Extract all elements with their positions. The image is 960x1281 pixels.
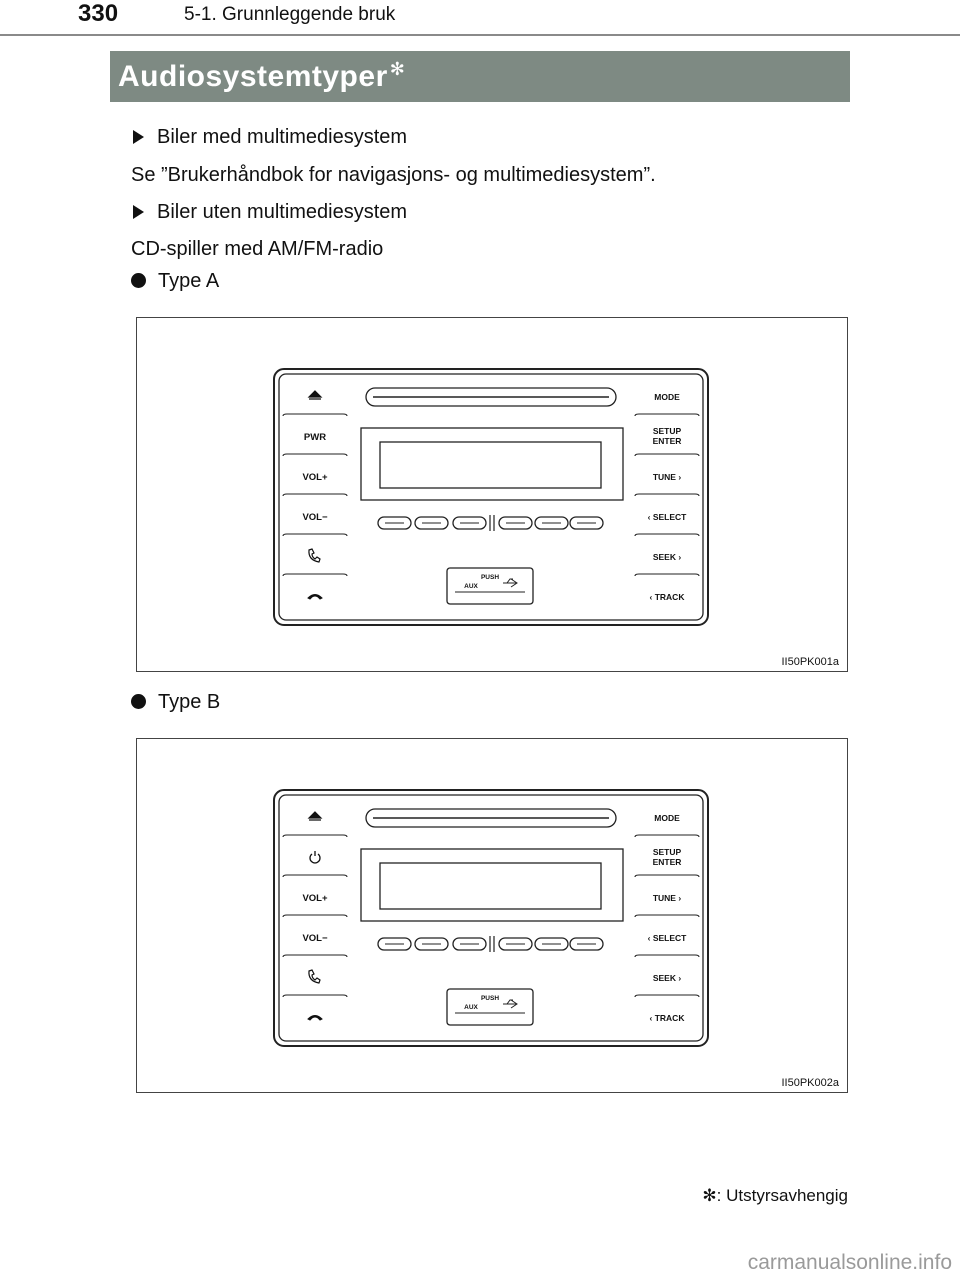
triangle-bullet-icon	[133, 130, 144, 144]
triangle-bullet-icon	[133, 205, 144, 219]
left-button-separator	[283, 414, 347, 416]
right-button-separator	[635, 414, 699, 416]
unit-frame-inner	[279, 374, 703, 620]
left-button-separator	[283, 835, 347, 837]
left-button-label: PWR	[303, 432, 327, 443]
type-b-label-row	[131, 691, 220, 714]
left-button-separator	[283, 494, 347, 496]
right-button-label: MODE	[654, 392, 680, 402]
right-button-label: SETUP	[652, 426, 682, 436]
left-button-label: VOL+	[302, 472, 328, 483]
right-button-label: SETUP	[652, 847, 682, 857]
item2-heading-row	[133, 201, 407, 224]
title-marker: ✻	[389, 59, 405, 79]
left-button-separator	[283, 955, 347, 957]
left-button-label: VOL+	[302, 893, 328, 904]
section-title: 5-1. Grunnleggende bruk	[184, 4, 396, 25]
footnote	[702, 1186, 848, 1206]
left-button-separator	[283, 915, 347, 917]
page-title: Audiosystemtyper	[118, 59, 388, 93]
usb-icon	[503, 579, 517, 587]
left-button-label: VOL−	[302, 933, 328, 944]
aux-push-label: PUSH	[480, 995, 500, 1002]
left-button-separator	[283, 875, 347, 877]
phone-icon	[309, 549, 320, 562]
left-button-separator	[283, 534, 347, 536]
right-button-label: MODE	[654, 813, 680, 823]
right-button-label: SEEK ›	[652, 552, 682, 562]
footnote-marker: ✻	[702, 1186, 717, 1205]
aux-label: AUX	[464, 1004, 478, 1011]
left-button-label: VOL−	[302, 512, 328, 523]
eject-icon	[309, 391, 321, 399]
right-button-label: ‹ TRACK	[649, 592, 685, 602]
phone-icon	[309, 970, 320, 983]
right-button-separator	[635, 875, 699, 877]
header-rule	[0, 34, 960, 36]
footnote-text: : Utstyrsavhengig	[716, 1186, 848, 1205]
right-button-separator	[635, 915, 699, 917]
figure-type-b	[136, 738, 848, 1093]
right-button-separator	[635, 995, 699, 997]
figure-code: II50PK002a	[781, 1077, 839, 1089]
right-button-label: SEEK ›	[652, 973, 682, 983]
left-button-separator	[283, 574, 347, 576]
figure-code: II50PK001a	[781, 656, 839, 668]
right-button-separator	[635, 835, 699, 837]
left-button-separator	[283, 995, 347, 997]
right-button-label: TUNE ›	[652, 893, 682, 903]
left-button-separator	[283, 454, 347, 456]
circle-bullet-icon	[131, 694, 146, 709]
right-button-separator	[635, 574, 699, 576]
display-bezel	[361, 428, 623, 500]
usb-icon	[503, 1000, 517, 1008]
unit-frame-inner	[279, 795, 703, 1041]
aux-push-label: PUSH	[480, 574, 500, 581]
unit-frame-outer	[274, 369, 708, 625]
item2-heading: Biler uten multimediesystem	[157, 201, 408, 223]
hangup-icon	[308, 595, 322, 600]
page-number: 330	[78, 0, 119, 27]
item1-heading: Biler med multimediesystem	[157, 126, 408, 148]
right-button-label: ENTER	[652, 436, 682, 446]
right-button-label: ‹ SELECT	[647, 512, 687, 522]
item2-text: CD-spiller med AM/FM-radio	[131, 238, 384, 260]
right-button-label: TUNE ›	[652, 472, 682, 482]
hangup-icon	[308, 1016, 322, 1021]
right-button-label: ENTER	[652, 857, 682, 867]
display-screen	[380, 442, 601, 488]
display-bezel	[361, 849, 623, 921]
title-bar	[110, 51, 850, 102]
type-b-label: Type B	[158, 691, 221, 713]
type-a-label-row	[131, 270, 219, 293]
item1-text: Se ”Brukerhåndbok for navigasjons- og multimediesystem”.	[131, 164, 656, 186]
unit-frame-outer	[274, 790, 708, 1046]
watermark: carmanualsonline.info	[747, 1251, 952, 1274]
item1-heading-row	[133, 126, 407, 149]
display-screen	[380, 863, 601, 909]
circle-bullet-icon	[131, 273, 146, 288]
right-button-label: ‹ TRACK	[649, 1013, 685, 1023]
right-button-separator	[635, 494, 699, 496]
aux-label: AUX	[464, 583, 478, 590]
right-button-separator	[635, 534, 699, 536]
type-a-label: Type A	[158, 270, 220, 292]
power-icon	[310, 851, 320, 863]
right-button-separator	[635, 955, 699, 957]
right-button-label: ‹ SELECT	[647, 933, 687, 943]
figure-type-a	[136, 317, 848, 672]
right-button-separator	[635, 454, 699, 456]
eject-icon	[309, 812, 321, 820]
